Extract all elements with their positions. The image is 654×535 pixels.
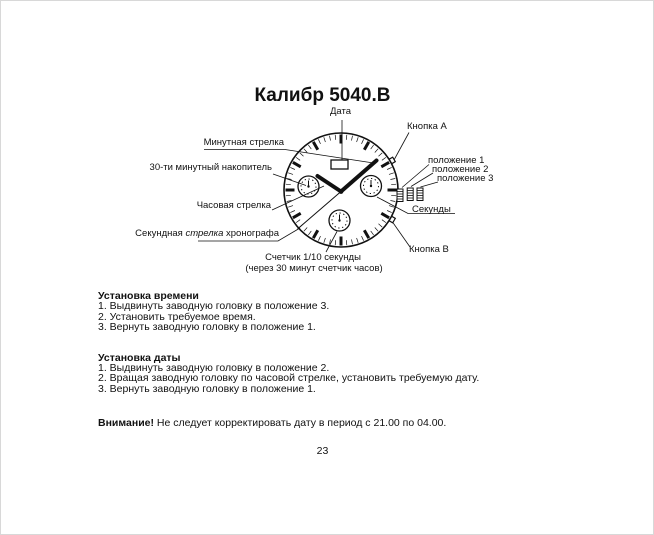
instruction-line: 2. Установить требуемое время. bbox=[98, 310, 256, 323]
subdial-30min bbox=[298, 176, 319, 197]
label-chrono-second-hand: Секундная стрелка хронографа bbox=[135, 228, 279, 239]
section-set-time bbox=[98, 291, 568, 333]
label-date: Дата bbox=[330, 106, 352, 117]
label-button-b: Кнопка B bbox=[409, 243, 449, 255]
label-30min-counter: 30-ти минутный накопитель bbox=[149, 162, 272, 173]
warning-text: Не следует корректировать дату в период с 21.00 по 04.00. bbox=[153, 417, 447, 430]
crown-position-1 bbox=[397, 189, 403, 202]
hands-center bbox=[339, 189, 344, 194]
subdial-tenth-second bbox=[329, 210, 350, 231]
section-heading: Установка даты bbox=[98, 351, 181, 364]
label-position-1: положение 1 bbox=[428, 154, 485, 166]
label-minute-hand: Минутная стрелка bbox=[203, 137, 284, 148]
instruction-line: 1. Выдвинуть заводную головку в положение 2. bbox=[98, 362, 330, 375]
subdial-seconds bbox=[361, 176, 382, 197]
label-counter-line1: Счетчик 1/10 секунды bbox=[265, 252, 361, 263]
crown-position-3 bbox=[417, 188, 423, 201]
section-heading: Установка времени bbox=[98, 290, 199, 302]
section-set-date bbox=[98, 353, 568, 395]
crown-positions bbox=[397, 188, 423, 202]
page-title: Калибр 5040.В bbox=[254, 85, 391, 106]
instruction-line: 3. Вернуть заводную головку в положение 1. bbox=[98, 321, 316, 334]
label-counter-line2: (через 30 минут счетчик часов) bbox=[245, 263, 383, 274]
instruction-line: 3. Вернуть заводную головку в положение 1. bbox=[98, 382, 316, 395]
warning-label: Внимание! bbox=[98, 417, 154, 430]
label-position-3: положение 3 bbox=[437, 173, 494, 184]
page-number: 23 bbox=[316, 445, 329, 457]
warning-note bbox=[98, 418, 568, 428]
instruction-line: 1. Выдвинуть заводную головку в положение 3. bbox=[98, 300, 330, 313]
label-seconds: Секунды bbox=[412, 203, 451, 215]
label-position-2: положение 2 bbox=[432, 163, 489, 175]
instructions bbox=[98, 291, 568, 429]
instruction-line: 2. Вращая заводную головку по часовой стрелке, установить требуемую дату. bbox=[98, 372, 480, 385]
label-hour-hand: Часовая стрелка bbox=[196, 200, 271, 211]
label-button-a: Кнопка A bbox=[407, 121, 447, 132]
date-window bbox=[331, 160, 348, 169]
crown-position-2 bbox=[407, 188, 413, 201]
